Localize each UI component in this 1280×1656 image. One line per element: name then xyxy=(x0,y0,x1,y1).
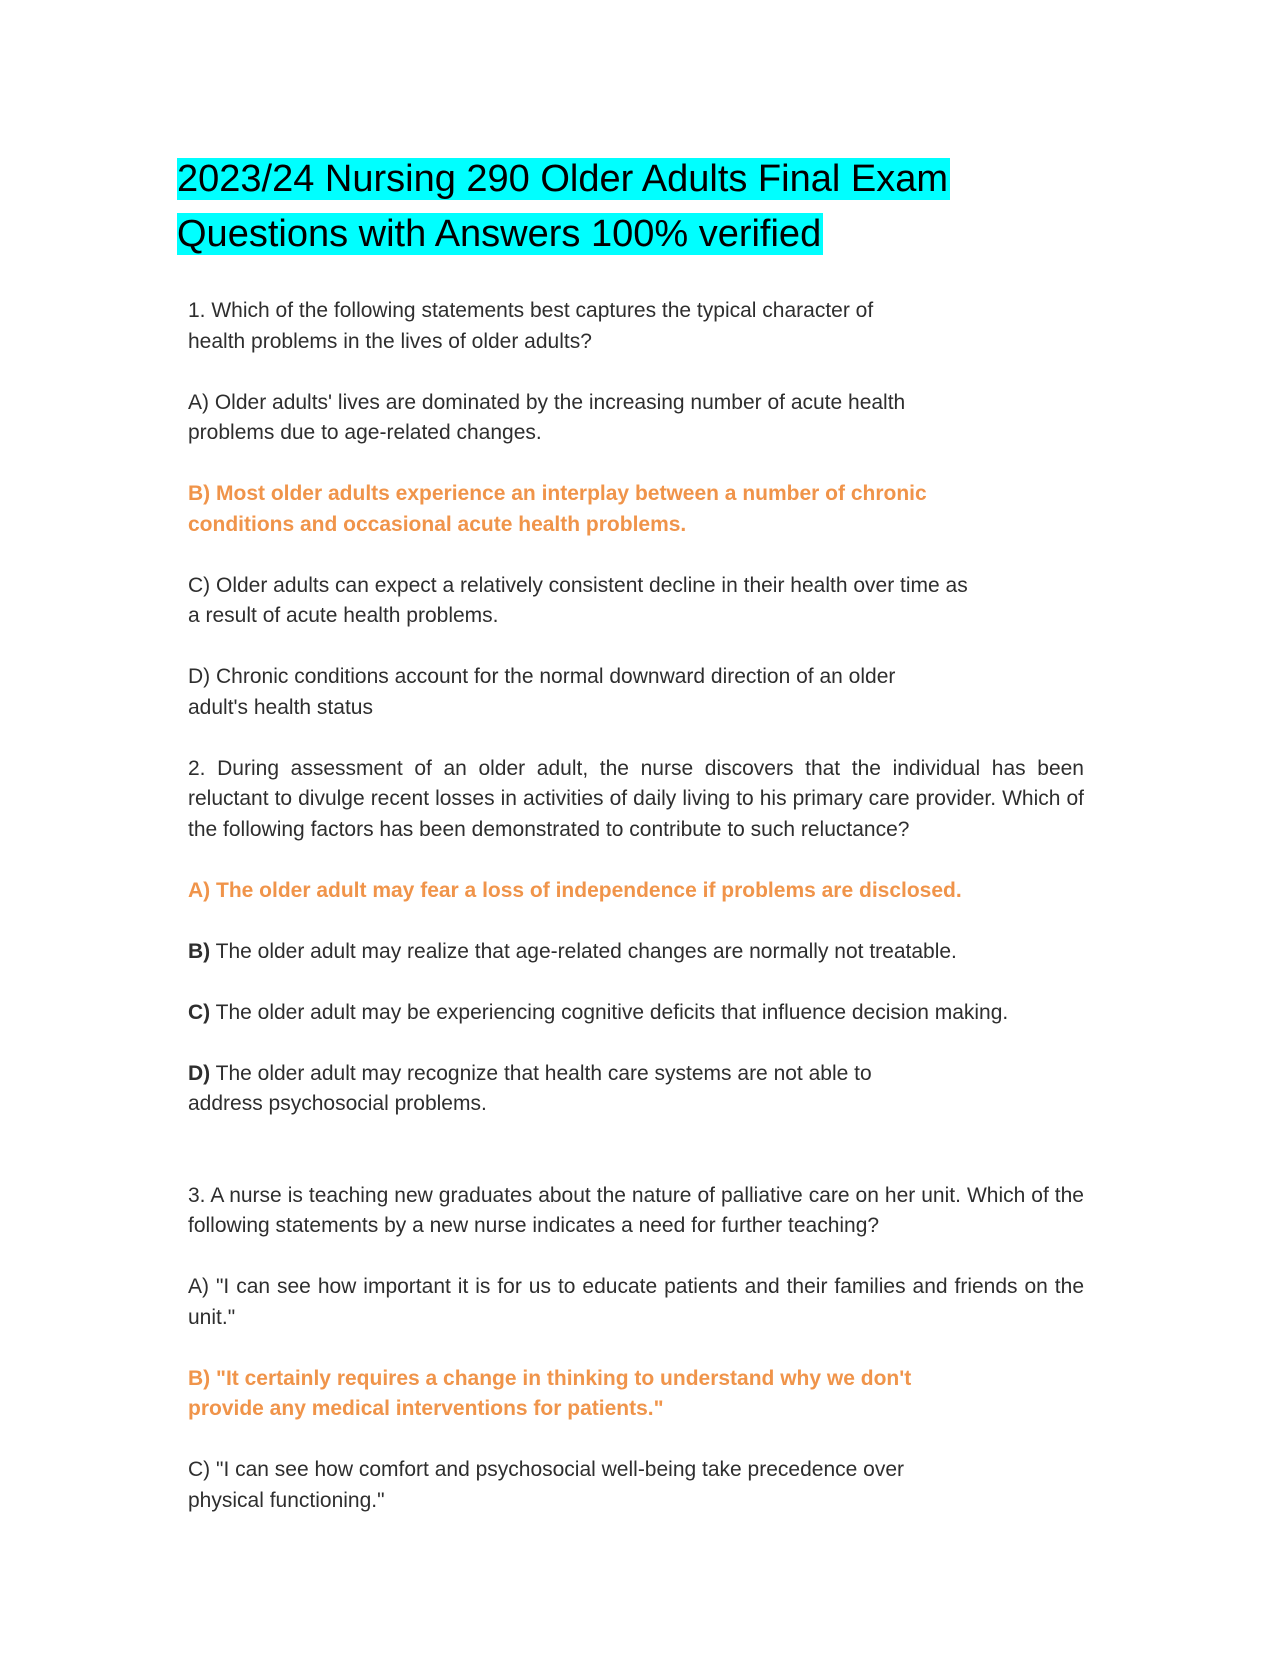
q1-option-c-line-1: C) Older adults can expect a relatively consistent decline in their health over time as xyxy=(188,573,968,597)
q2-option-d-text-line-2: address psychosocial problems. xyxy=(188,1092,487,1115)
question-2-option-c xyxy=(188,998,1084,1029)
q3-option-b-line-1: B) "It certainly requires a change in thinking to understand why we don't xyxy=(188,1366,912,1390)
question-3-text: 3. A nurse is teaching new graduates about the nature of palliative care on her unit. Which of the following statements by a new nurse indicates a need for further teaching? xyxy=(188,1183,1084,1237)
q2-option-d-text-line-1: The older adult may recognize that health care systems are not able to xyxy=(210,1061,872,1085)
q1-option-a-line-1: A) Older adults' lives are dominated by the increasing number of acute health xyxy=(188,390,906,414)
question-1-option-a xyxy=(188,388,1084,449)
question-1-line-1: 1. Which of the following statements best captures the typical character of xyxy=(188,299,874,322)
title-line-2: Questions with Answers 100% verified xyxy=(177,213,822,255)
q2-option-b-text: The older adult may realize that age-related changes are normally not treatable. xyxy=(210,939,957,963)
question-2-option-b xyxy=(188,937,1084,968)
document-body xyxy=(188,296,1084,1547)
q2-option-d-letter: D) xyxy=(188,1061,211,1085)
question-2-option-d xyxy=(188,1059,1084,1120)
q3-option-c-line-2: physical functioning." xyxy=(188,1488,385,1512)
q1-option-d-line-1: D) Chronic conditions account for the normal downward direction of an older xyxy=(188,665,896,688)
question-1-option-d xyxy=(188,662,1084,723)
question-1-text xyxy=(188,296,1084,357)
q1-option-b-line-1: B) Most older adults experience an interplay between a number of chronic xyxy=(188,482,927,505)
q1-option-b-line-2: conditions and occasional acute health problems. xyxy=(188,512,687,536)
q1-option-a-line-2: problems due to age-related changes. xyxy=(188,421,542,444)
question-3-option-a: A) "I can see how important it is for us to educate patients and their families and friends on the unit." xyxy=(188,1275,1084,1329)
question-2-option-a-answer: A) The older adult may fear a loss of independence if problems are disclosed. xyxy=(188,878,962,902)
question-2-text: 2. During assessment of an older adult, the nurse discovers that the individual has been reluctant to divulge recent losses in activities of daily living to his primary care provider. Which of the following factors has been demonstrated to contribute to such reluctance? xyxy=(188,756,1084,841)
question-1-line-2: health problems in the lives of older adults? xyxy=(188,329,592,353)
question-3-option-b-answer xyxy=(188,1364,1084,1425)
q2-option-c-letter: C) xyxy=(188,1000,211,1024)
q1-option-c-line-2: a result of acute health problems. xyxy=(188,604,499,627)
q2-option-c-text: The older adult may be experiencing cognitive deficits that influence decision making. xyxy=(210,1000,1009,1024)
question-1-option-c xyxy=(188,571,1084,632)
q3-option-c-line-1: C) "I can see how comfort and psychosocial well-being take precedence over xyxy=(188,1458,904,1481)
spacer xyxy=(188,1150,1084,1181)
document-title xyxy=(177,152,1037,262)
q1-option-d-line-2: adult's health status xyxy=(188,695,373,719)
question-3-option-c xyxy=(188,1455,1084,1516)
q2-option-b-letter: B) xyxy=(188,939,211,963)
q3-option-b-line-2: provide any medical interventions for patients." xyxy=(188,1397,664,1420)
question-1-option-b-answer xyxy=(188,479,1084,540)
title-line-1: 2023/24 Nursing 290 Older Adults Final Exam xyxy=(177,158,948,200)
